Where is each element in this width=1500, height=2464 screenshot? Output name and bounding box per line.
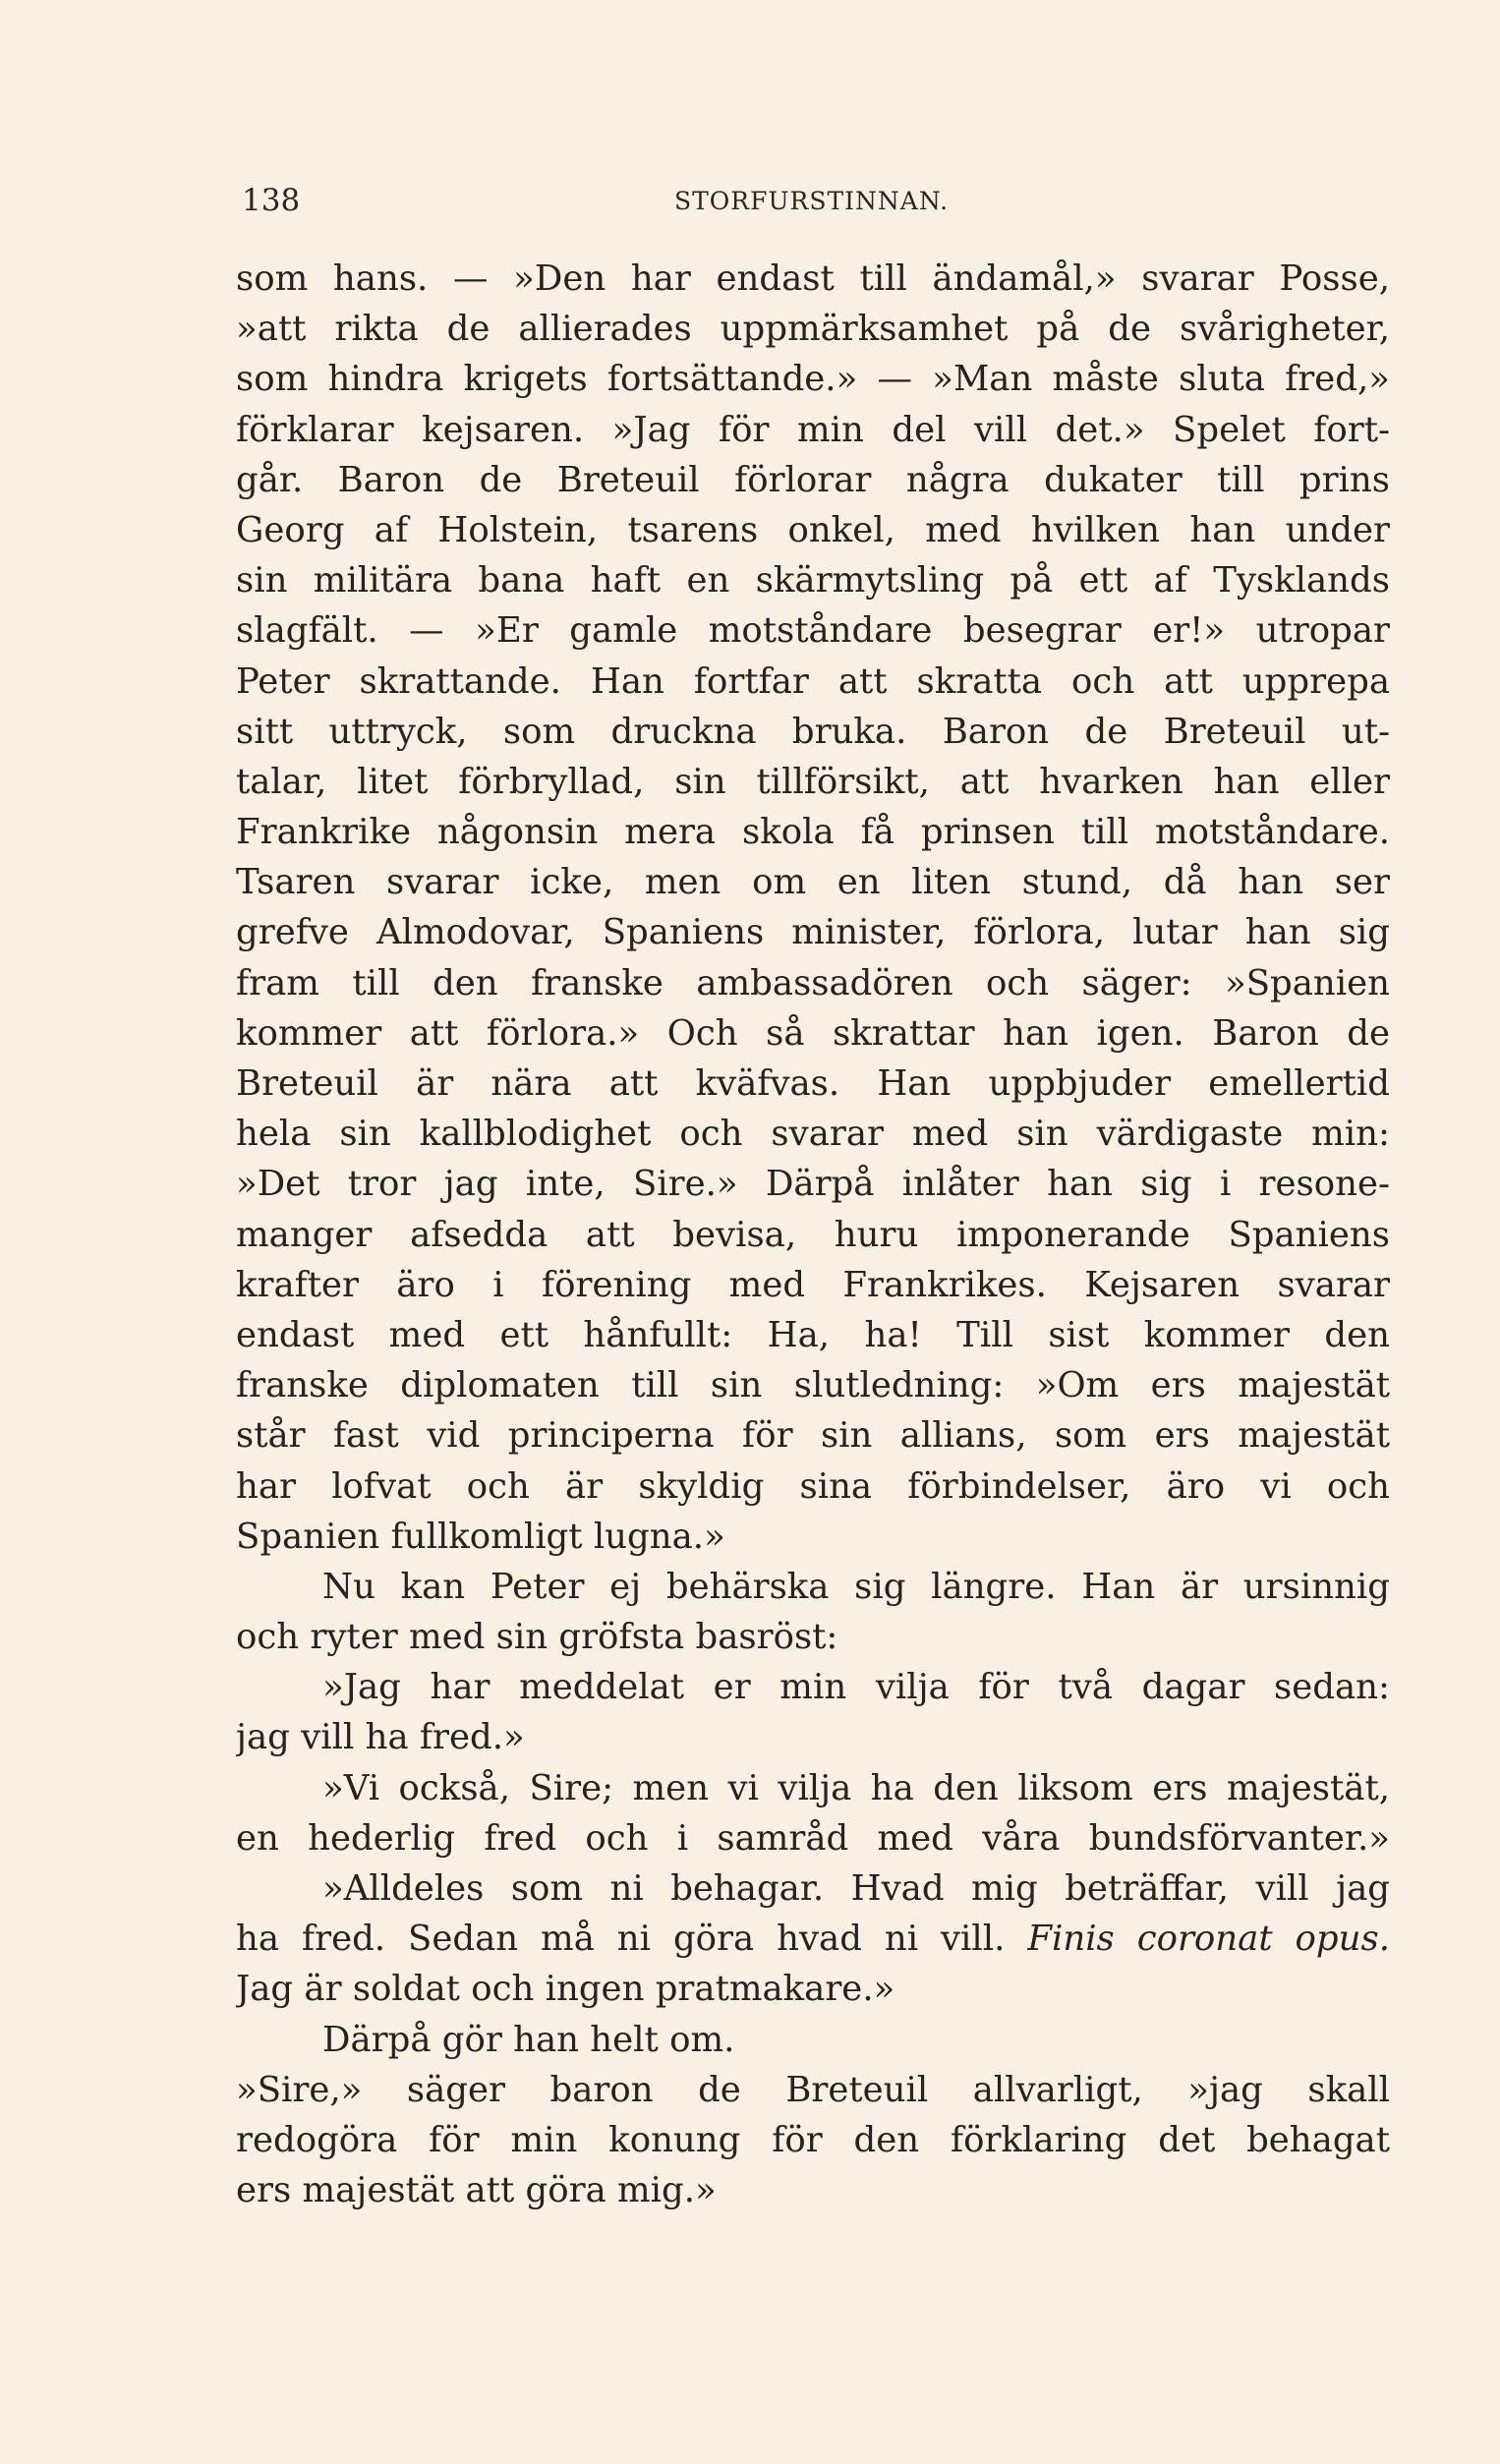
text-line: jag vill ha fred.» (236, 1717, 525, 1758)
body-text (236, 254, 1390, 2215)
text-segment: ha fred. Sedan må ni göra hvad ni vill. (236, 1919, 1006, 1960)
text-line: som hans. — »Den har endast till ändamål,» svarar Posse, (236, 258, 1390, 299)
text-line: går. Baron de Breteuil förlorar några dukater till prins (236, 459, 1390, 500)
text-line: ers majestät att göra mig.» (236, 2170, 717, 2211)
text-line: »Alldeles som ni behagar. Hvad mig beträffar, vill jag (322, 1868, 1390, 1909)
text-line: grefve Almodovar, Spaniens minister, förlora, lutar han sig (236, 912, 1390, 953)
text-line: och ryter med sin gröfsta basröst: (236, 1617, 838, 1658)
text-line: »Det tror jag inte, Sire.» Därpå inlåter han sig i resone- (236, 1164, 1390, 1205)
text-line: Frankrike någonsin mera skola få prinsen till motståndare. (236, 812, 1390, 853)
text-line: »Jag har meddelat er min vilja för två dagar sedan: (322, 1667, 1390, 1708)
text-line: franske diplomaten till sin slutledning: »Om ers majestät (236, 1365, 1390, 1406)
text-line: redogöra för min konung för den förklaring det behagat (236, 2119, 1390, 2160)
text-line: hela sin kallblodighet och svarar med sin värdigaste min: (236, 1114, 1390, 1155)
text-line (236, 1914, 1390, 1964)
page-number: 138 (242, 183, 301, 218)
text-line: Nu kan Peter ej behärska sig längre. Han är ursinnig (322, 1566, 1390, 1607)
text-line: Tsaren svarar icke, men om en liten stund, då han ser (236, 862, 1390, 903)
text-line: som hindra krigets fortsättande.» — »Man måste sluta fred,» (236, 359, 1390, 400)
text-line: Breteuil är nära att kväfvas. Han uppbjuder emellertid (236, 1063, 1390, 1104)
text-line: sitt uttryck, som druckna bruka. Baron de Breteuil ut- (236, 711, 1390, 752)
text-line: slagfält. — »Er gamle motståndare besegrar er!» utropar (236, 610, 1390, 652)
text-line: »Sire,» säger baron de Breteuil allvarligt, »jag skall (236, 2069, 1390, 2110)
text-line: förklarar kejsaren. »Jag för min del vill det.» Spelet fort- (236, 409, 1390, 450)
text-line: »att rikta de allierades uppmärksamhet på de svårigheter, (236, 309, 1390, 350)
text-line: Spanien fullkomligt lugna.» (236, 1516, 725, 1557)
text-line: Georg af Holstein, tsarens onkel, med hvilken han under (236, 509, 1390, 550)
text-line: talar, litet förbryllad, sin tillförsikt, att hvarken han eller (236, 761, 1390, 802)
text-line: Därpå gör han helt om. (322, 2019, 735, 2060)
text-line: »Vi också, Sire; men vi vilja ha den liksom ers majestät, (322, 1767, 1390, 1808)
text-line: står fast vid principerna för sin allians, som ers majestät (236, 1415, 1390, 1457)
latin-quote: Finis coronat opus. (1027, 1919, 1390, 1960)
text-line: Peter skrattande. Han fortfar att skratta och att upprepa (236, 660, 1390, 702)
text-line: fram till den franske ambassadören och säger: »Spanien (236, 962, 1390, 1003)
page-header (242, 183, 1390, 230)
text-line: kommer att förlora.» Och så skrattar han igen. Baron de (236, 1012, 1390, 1054)
running-title: STORFURSTINNAN. (674, 187, 950, 215)
text-line: sin militära bana haft en skärmytsling på ett af Tysklands (236, 560, 1390, 602)
text-line: en hederlig fred och i samråd med våra bundsförvanter.» (236, 1817, 1390, 1859)
text-line: krafter äro i förening med Frankrikes. Kejsaren svarar (236, 1264, 1390, 1305)
text-line: har lofvat och är skyldig sina förbindelser, äro vi och (236, 1465, 1390, 1507)
text-line: manger afsedda att bevisa, huru imponerande Spaniens (236, 1214, 1390, 1255)
text-line: Jag är soldat och ingen pratmakare.» (236, 1969, 895, 2010)
text-line: endast med ett hånfullt: Ha, ha! Till sist kommer den (236, 1314, 1390, 1355)
